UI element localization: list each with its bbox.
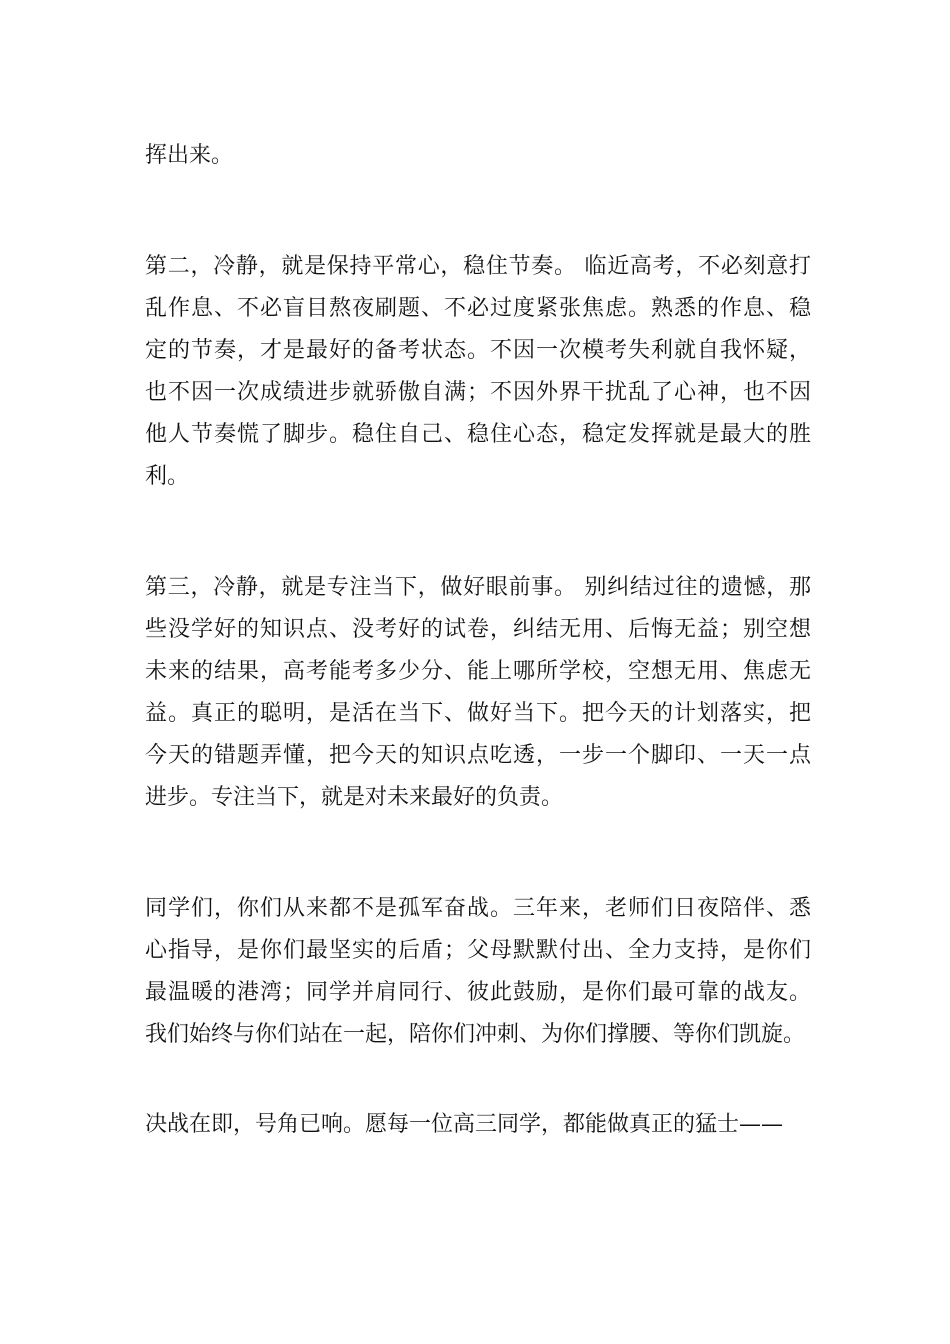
paragraph-5 (145, 1104, 811, 1146)
paragraph-spacer (145, 1056, 811, 1104)
text-line: 最温暖的港湾；同学并肩同行、彼此鼓励，是你们最可靠的战友。 (145, 980, 811, 1005)
paragraph-spacer (145, 177, 811, 246)
paragraph-3 (145, 567, 811, 819)
text-line: 挥出来。 (145, 143, 234, 168)
paragraph-1 (145, 135, 811, 177)
text-line: 也不因一次成绩进步就骄傲自满；不因外界干扰乱了心神，也不因 (145, 380, 811, 405)
paragraph-spacer (145, 819, 811, 888)
paragraph-4 (145, 888, 811, 1056)
text-line: 乱作息、不必盲目熬夜刷题、不必过度紧张焦虑。熟悉的作息、稳 (145, 296, 811, 321)
text-line: 定的节奏，才是最好的备考状态。不因一次模考失利就自我怀疑， (145, 338, 811, 363)
text-line: 心指导，是你们最坚实的后盾；父母默默付出、全力支持，是你们 (145, 938, 811, 963)
text-line: 未来的结果，高考能考多少分、能上哪所学校，空想无用、焦虑无 (145, 659, 811, 684)
text-line: 决战在即，号角已响。愿每一位高三同学，都能做真正的猛士—— (145, 1112, 784, 1137)
text-line: 他人节奏慌了脚步。稳住自己、稳住心态，稳定发挥就是最大的胜 (145, 422, 811, 447)
paragraph-spacer (145, 498, 811, 567)
text-line: 第二，冷静，就是保持平常心，稳住节奏。 临近高考，不必刻意打 (145, 254, 811, 279)
text-line: 些没学好的知识点、没考好的试卷，纠结无用、后悔无益；别空想 (145, 617, 811, 642)
text-line: 同学们，你们从来都不是孤军奋战。三年来，老师们日夜陪伴、悉 (145, 896, 811, 921)
text-line: 益。真正的聪明，是活在当下、做好当下。把今天的计划落实，把 (145, 701, 811, 726)
paragraph-2 (145, 246, 811, 498)
text-line: 我们始终与你们站在一起，陪你们冲刺、为你们撑腰、等你们凯旋。 (145, 1022, 806, 1047)
text-line: 第三，冷静，就是专注当下，做好眼前事。 别纠结过往的遗憾，那 (145, 575, 811, 600)
document-body (145, 135, 811, 1146)
text-line: 今天的错题弄懂，把今天的知识点吃透，一步一个脚印、一天一点 (145, 743, 811, 768)
text-line: 进步。专注当下，就是对未来最好的负责。 (145, 785, 564, 810)
text-line: 利。 (145, 464, 190, 489)
